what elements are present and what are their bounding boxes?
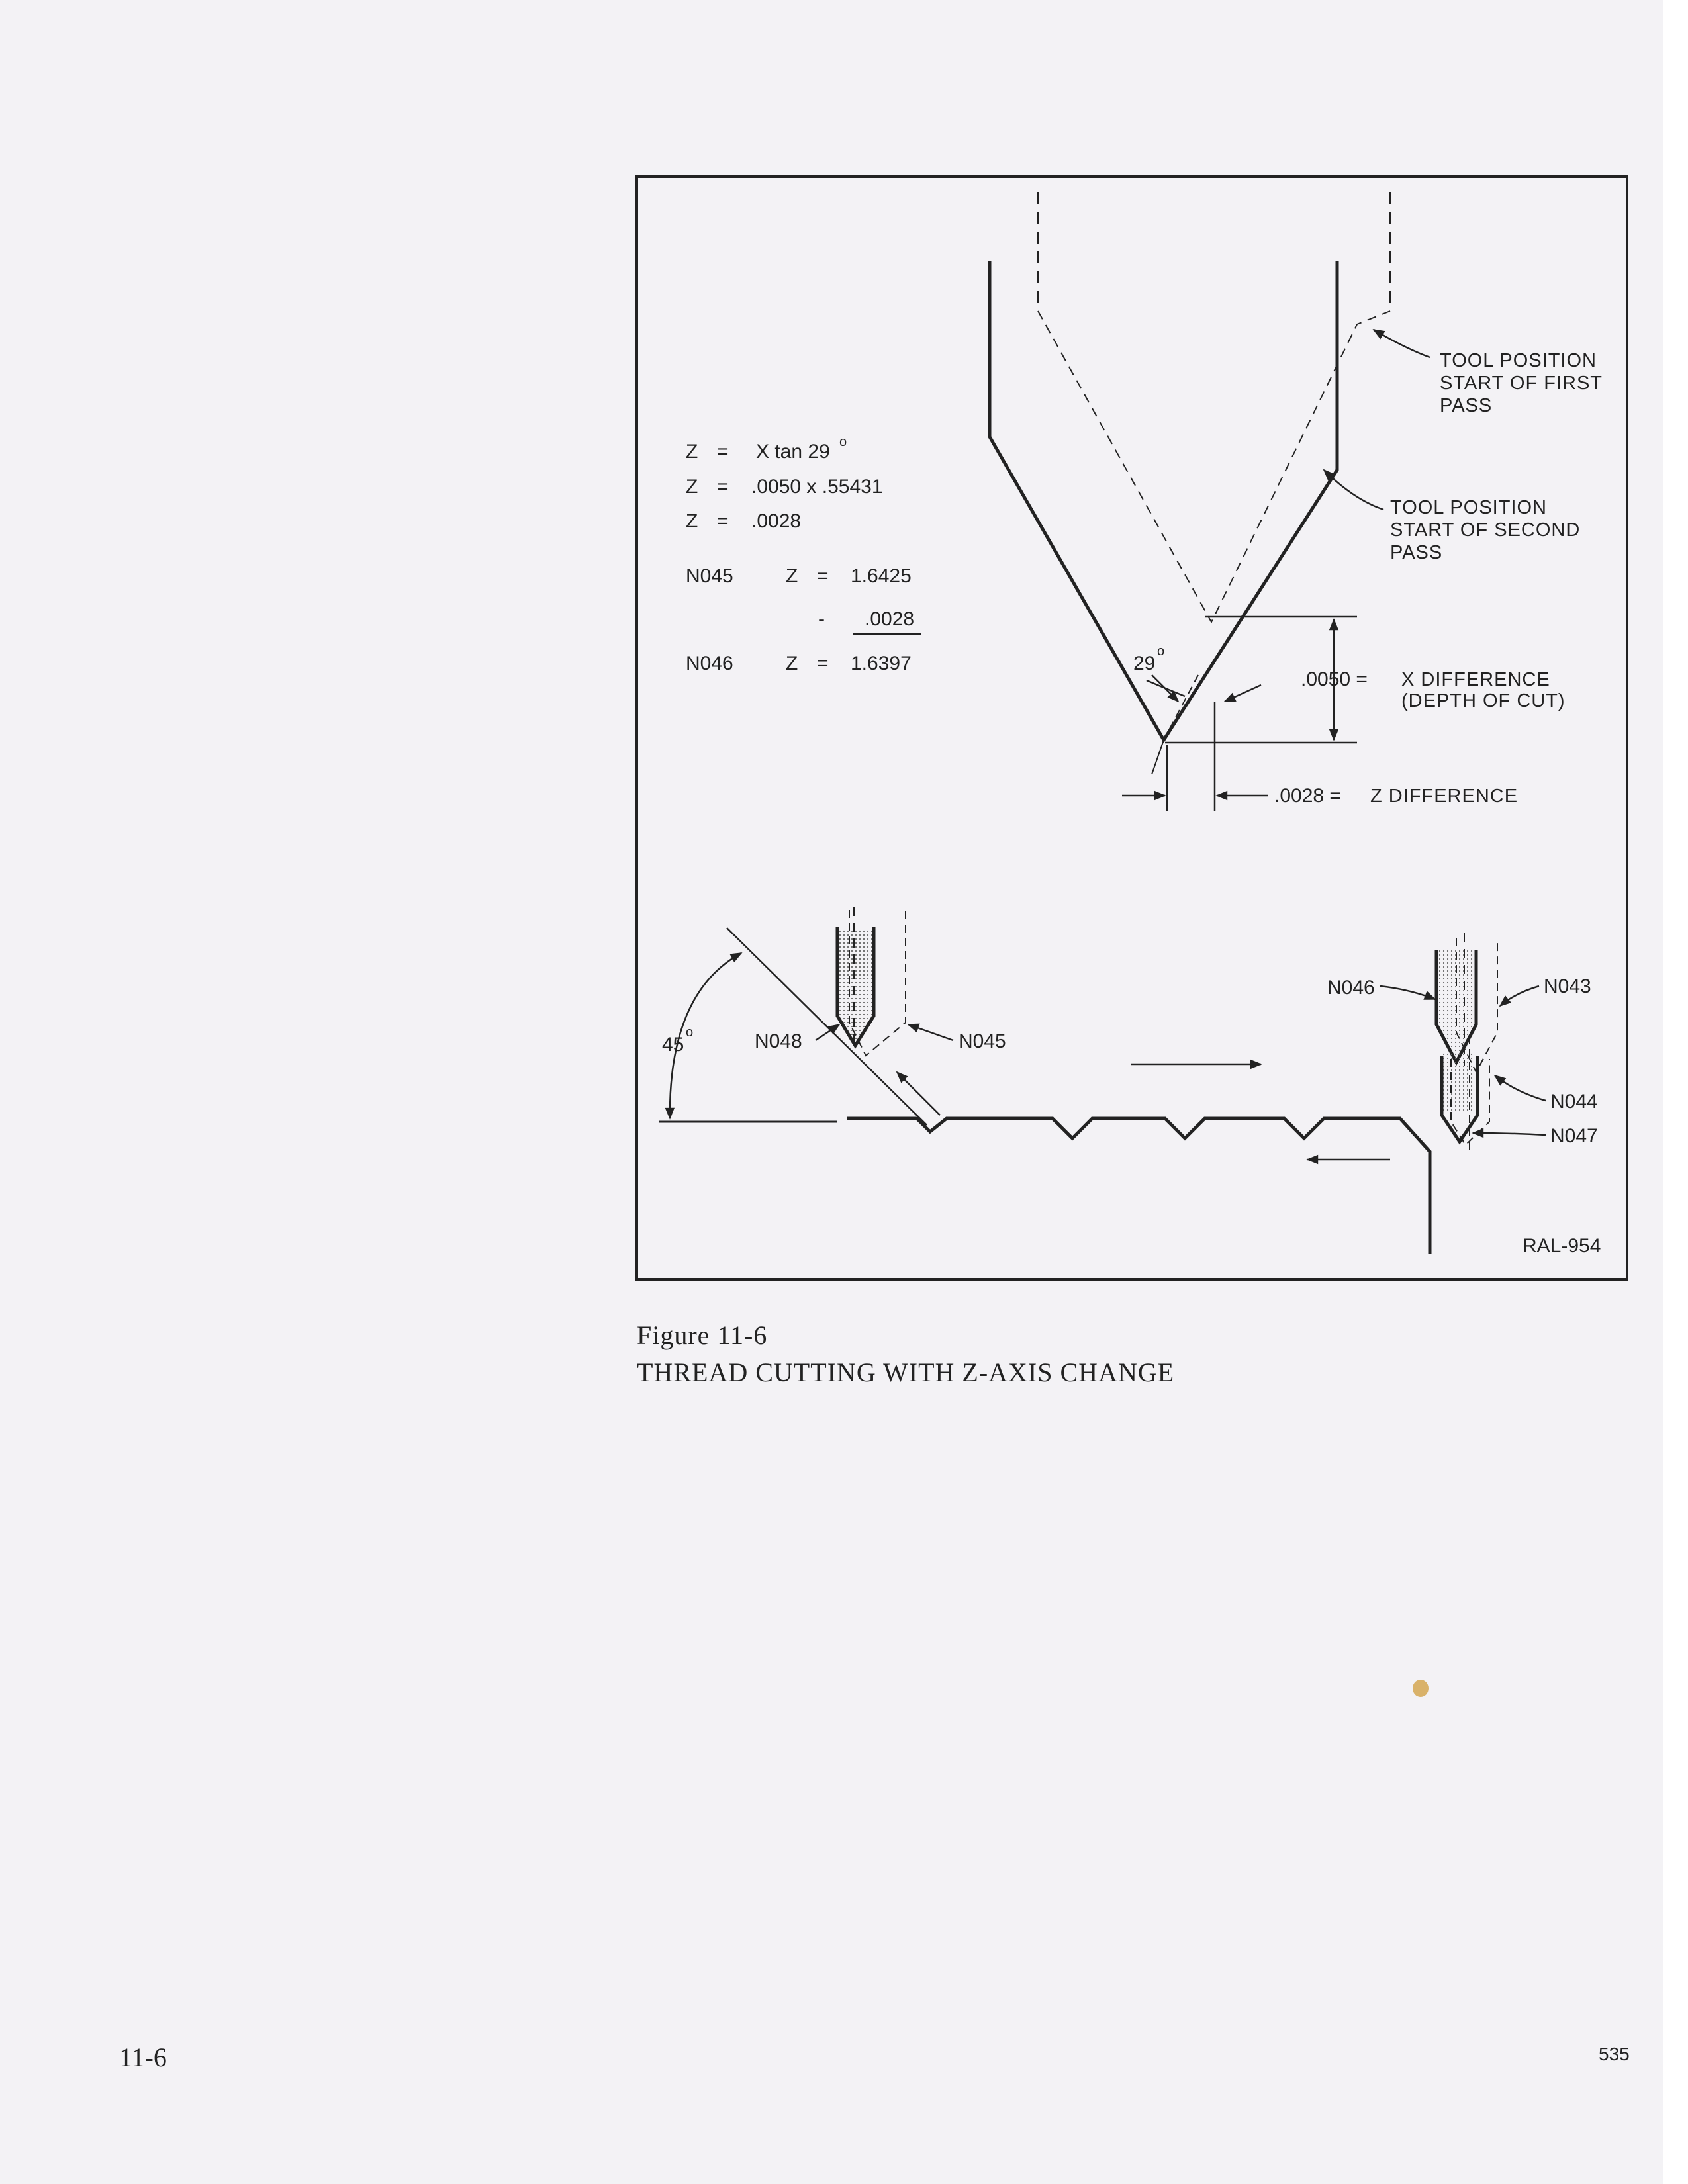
caption-title: THREAD CUTTING WITH Z-AXIS CHANGE xyxy=(637,1357,1175,1387)
formula-rhs-2: .0050 x .55431 xyxy=(751,476,883,498)
calc-eq-1: = xyxy=(817,565,829,587)
calc-eq-3: = xyxy=(817,653,829,674)
calc-value-3: 1.6397 xyxy=(851,653,912,674)
block-n046: N046 xyxy=(686,653,733,674)
label-first-pass-3: PASS xyxy=(1440,395,1493,416)
calc-value-1: 1.6425 xyxy=(851,565,912,587)
label-n044: N044 xyxy=(1550,1091,1598,1113)
formula-degree-1: o xyxy=(839,435,847,449)
formula-eq-2: = xyxy=(717,476,729,498)
paper-stain xyxy=(1413,1680,1429,1697)
label-second-pass-1: TOOL POSITION xyxy=(1390,497,1547,518)
depth-of-cut-label: (DEPTH OF CUT) xyxy=(1401,690,1566,711)
formula-z-1: Z xyxy=(686,441,698,463)
formula-eq-3: = xyxy=(717,510,729,532)
z-difference-label: Z DIFFERENCE xyxy=(1370,786,1519,807)
formula-z-3: Z xyxy=(686,510,698,532)
formula-eq-1: = xyxy=(717,441,729,463)
calc-z-1: Z xyxy=(786,565,798,587)
label-n046: N046 xyxy=(1327,977,1375,999)
formula-block xyxy=(686,435,921,674)
label-first-pass-1: TOOL POSITION xyxy=(1440,350,1597,371)
label-second-pass-3: PASS xyxy=(1390,542,1443,563)
thread-form-detail xyxy=(990,192,1430,811)
angle-45-degree: o xyxy=(686,1025,694,1040)
label-first-pass-2: START OF FIRST xyxy=(1440,373,1603,394)
thread-pass-sequence xyxy=(659,907,1546,1254)
figure-caption xyxy=(637,1317,1174,1391)
formula-z-2: Z xyxy=(686,476,698,498)
angle-45-label: 45 xyxy=(662,1034,684,1056)
calc-minus: - xyxy=(818,608,825,630)
angle-29-label: 29 xyxy=(1133,653,1156,674)
label-n043: N043 xyxy=(1544,976,1591,997)
x-value-label: .0050 = xyxy=(1301,668,1368,690)
formula-rhs-1: X tan 29 xyxy=(756,441,830,463)
calc-z-3: Z xyxy=(786,653,798,674)
formula-rhs-3: .0028 xyxy=(751,510,802,532)
section-page-number: 11-6 xyxy=(119,2042,167,2072)
label-n047: N047 xyxy=(1550,1125,1598,1147)
label-n048: N048 xyxy=(755,1030,802,1052)
caption-figure-number: Figure 11-6 xyxy=(637,1320,768,1350)
calc-value-2: .0028 xyxy=(865,608,915,630)
label-n045: N045 xyxy=(959,1030,1006,1052)
sheet-page-number: 535 xyxy=(1599,2044,1630,2064)
z-value-label: .0028 = xyxy=(1274,785,1341,807)
angle-29-degree: o xyxy=(1157,644,1165,659)
label-second-pass-2: START OF SECOND xyxy=(1390,520,1581,541)
block-n045: N045 xyxy=(686,565,733,587)
x-difference-label: X DIFFERENCE xyxy=(1401,669,1550,690)
figure-reference-code: RAL-954 xyxy=(1523,1235,1601,1257)
